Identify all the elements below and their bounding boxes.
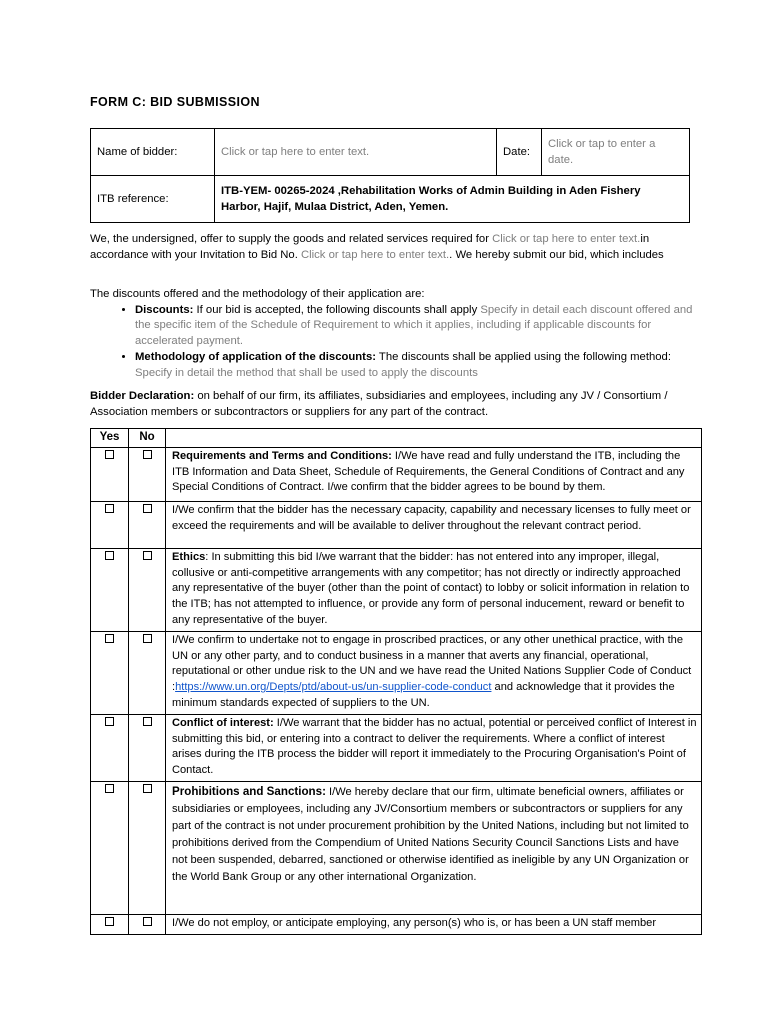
intro-text-1: We, the undersigned, offer to supply the goods and related services required for	[90, 233, 493, 245]
no-checkbox[interactable]	[143, 450, 152, 459]
methodology-text: The discounts shall be applied using the following method:	[376, 351, 671, 363]
discounts-list	[90, 303, 700, 382]
yes-checkbox[interactable]	[105, 917, 114, 926]
date-label: Date:	[497, 129, 542, 176]
bidder-name-label: Name of bidder:	[91, 129, 215, 176]
methodology-field[interactable]: Specify in detail the method that shall be used to apply the discounts	[135, 366, 478, 379]
row-title: Prohibitions and Sanctions:	[172, 784, 326, 798]
table-row	[91, 548, 702, 631]
table-row	[91, 501, 702, 548]
intro-paragraph	[90, 232, 700, 263]
statement-header	[166, 429, 702, 448]
row-text-after: and acknowledge that it provides the minimum standards expected of suppliers to the UN.	[172, 681, 675, 709]
table-row	[91, 631, 702, 714]
row-text: I/We hereby declare that our firm, ultimate beneficial owners, affiliates or subsidiaries or employees, including any JV/Consortium members or subcontractors or suppliers for any part of the contract is not under procurement prohibition by the United Nations, including but not limited to prohibitions derived from the Compendium of United Nations Security Council Sanctions Lists and have not been suspended, debarred, sanctioned or otherwise identified as ineligible by any UN Organization or the World Bank Group or any other international Organization.	[172, 785, 689, 883]
row-text: I/We warrant that the bidder has no actual, potential or perceived conflict of Interest in submitting this bid, or entering into a contract to deliver the requirements. Where a conflict of interest arises during the ITB process the bidder will report it immediately to the Procuring Organisation's Point of Contact.	[172, 716, 697, 777]
yes-checkbox[interactable]	[105, 784, 114, 793]
no-header: No	[129, 429, 166, 448]
form-title: FORM C: BID SUBMISSION	[90, 95, 260, 109]
bidder-info-table	[90, 128, 690, 223]
yes-checkbox[interactable]	[105, 450, 114, 459]
no-checkbox[interactable]	[143, 504, 152, 513]
discounts-label: Discounts:	[135, 303, 194, 316]
row-title: Requirements and Terms and Conditions:	[172, 449, 392, 462]
row-text: I/We confirm to undertake not to engage in proscribed practices, or any other unethical practice, with the UN or any other party, and to conduct business in a manner that averts any financial, operational, reputational or other undue risk to the UN and we have read the United Nations Supplier Code of Conduct :	[172, 633, 692, 694]
table-row	[91, 447, 702, 501]
discounts-lead: The discounts offered and the methodology of their application are:	[90, 288, 425, 300]
itb-reference-label: ITB reference:	[91, 176, 215, 223]
goods-services-field[interactable]: Click or tap here to enter text.	[492, 233, 641, 245]
row-text: I/We do not employ, or anticipate employing, any person(s) who is, or has been a UN staff member	[172, 916, 657, 929]
yes-checkbox[interactable]	[105, 717, 114, 726]
methodology-item	[135, 350, 700, 381]
table-row	[91, 914, 702, 934]
row-text: I/We have read and fully understand the ITB, including the ITB Information and Data Sheet, Schedule of Requirements, the General Conditions of Contract and any Special Conditions of Contract. I/we confirm that the bidder agrees to be bound by them.	[172, 449, 685, 494]
table-row	[91, 781, 702, 914]
discounts-text: If our bid is accepted, the following discounts shall apply	[193, 303, 481, 316]
row-text: : In submitting this bid I/we warrant that the bidder: has not entered into any improper, illegal, collusive or anti-competitive arrangements with any competitor; has not directly or indirectly approached any representative of the buyer (other than the point of contact) to lobby or solicit information in relation to the ITB; has not attempted to influence, or provide any form of personal inducement, reward or benefit to any representative of the buyer.	[172, 550, 690, 626]
discount-item	[135, 303, 700, 350]
bidder-declaration	[90, 389, 700, 420]
no-checkbox[interactable]	[143, 717, 152, 726]
declaration-table	[90, 428, 702, 935]
no-checkbox[interactable]	[143, 784, 152, 793]
table-row	[91, 714, 702, 781]
discounts-field[interactable]: Specify in detail each discount offered and the specific item of the Schedule of Requirement to which it applies, including if applicable discounts for accelerated payment.	[135, 303, 693, 347]
itb-reference-value: ITB-YEM- 00265-2024 ,Rehabilitation Works of Admin Building in Aden Fishery Harbor, Hajif, Mulaa District, Aden, Yemen.	[215, 176, 690, 223]
yes-header: Yes	[91, 429, 129, 448]
methodology-label: Methodology of application of the discounts:	[135, 351, 376, 363]
yes-checkbox[interactable]	[105, 504, 114, 513]
date-field[interactable]: Click or tap to enter a date.	[542, 129, 690, 176]
itb-number-field[interactable]: Click or tap here to enter text.	[300, 248, 450, 261]
intro-text-3: . We hereby submit our bid, which includes	[449, 248, 664, 261]
discounts-section	[90, 287, 700, 381]
row-text: I/We confirm that the bidder has the necessary capacity, capability and necessary licenses to fully meet or exceed the requirements and will be available to deliver throughout the relevant contract period.	[172, 503, 691, 532]
row-title: Conflict of interest:	[172, 716, 274, 729]
yes-checkbox[interactable]	[105, 551, 114, 560]
no-checkbox[interactable]	[143, 917, 152, 926]
no-checkbox[interactable]	[143, 551, 152, 560]
intro-text-2: in accordance with your Invitation to Bid No.	[90, 233, 650, 261]
declaration-label: Bidder Declaration:	[90, 390, 195, 402]
row-title: Ethics	[172, 550, 206, 563]
declaration-text: on behalf of our firm, its affiliates, subsidiaries and employees, including any JV / Consortium / Association members or subcontractors or suppliers for any part of the contract.	[90, 390, 668, 418]
supplier-code-link[interactable]: https://www.un.org/Depts/ptd/about-us/un-supplier-code-conduct	[175, 681, 492, 694]
bidder-name-field[interactable]: Click or tap here to enter text.	[215, 129, 497, 176]
no-checkbox[interactable]	[143, 634, 152, 643]
yes-checkbox[interactable]	[105, 634, 114, 643]
